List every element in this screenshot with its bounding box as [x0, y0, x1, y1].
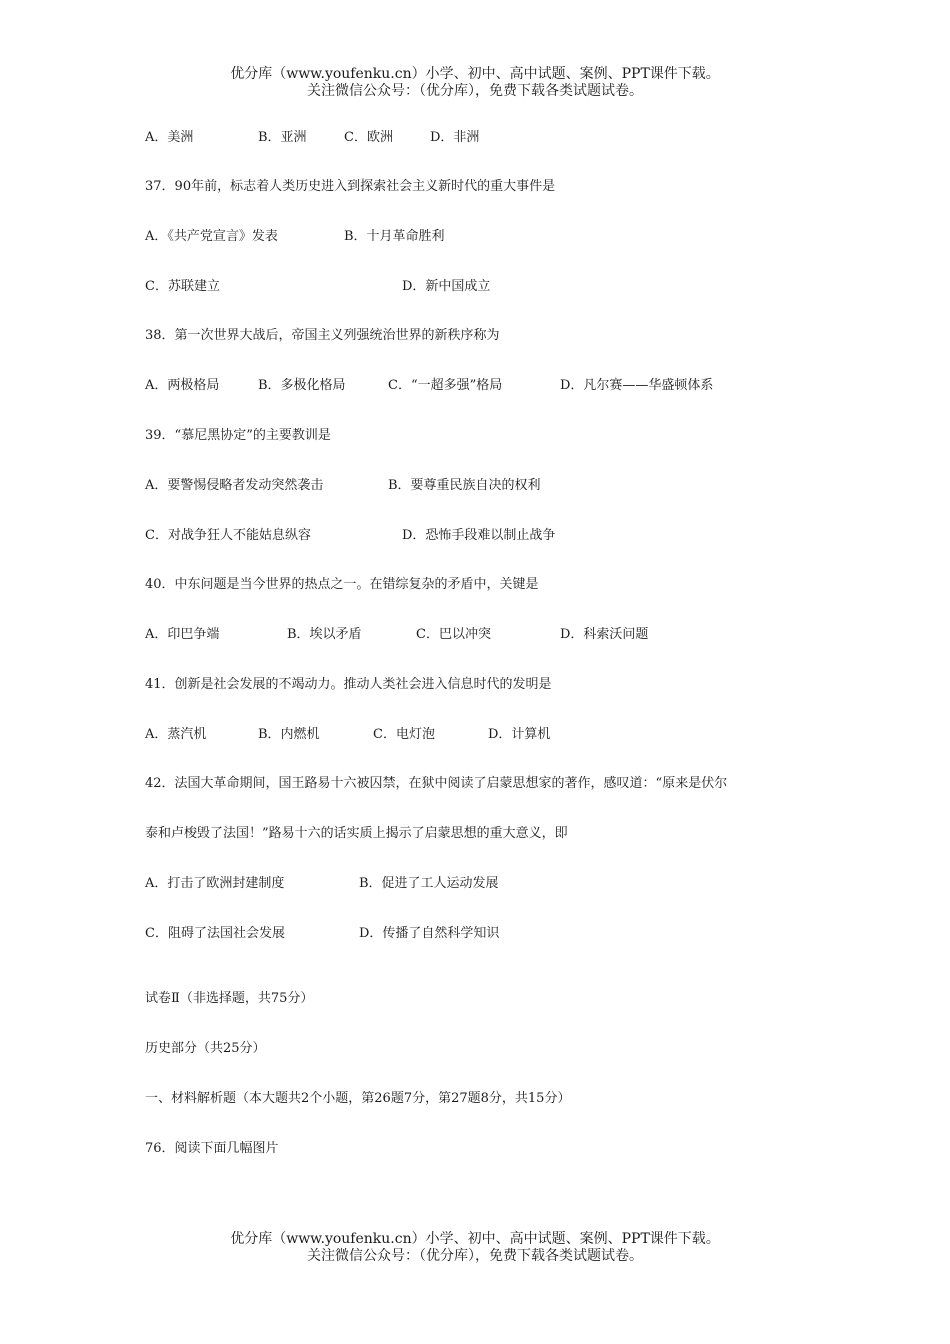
page-header	[0, 66, 950, 100]
footer-line-1: 优分库（www.youfenku.cn）小学、初中、高中试题、案例、PPT课件下载。	[230, 1231, 720, 1247]
q76-stem: 76．阅读下面几幅图片	[145, 1141, 279, 1156]
q40-option-c: C．巴以冲突	[416, 627, 491, 642]
q40-option-d: D．科索沃问题	[560, 627, 649, 642]
q38-option-d: D．凡尔赛——华盛顿体系	[560, 378, 714, 393]
q37-option-c: C．苏联建立	[145, 279, 220, 294]
q38-option-c: C．“一超多强”格局	[388, 378, 503, 393]
q39-option-b: B．要尊重民族自决的权利	[388, 478, 541, 493]
q39-option-d: D．恐怖手段难以制止战争	[402, 528, 556, 543]
paper-2-heading: 试卷Ⅱ（非选择题，共75分）	[145, 991, 314, 1006]
q36-option-a: A．美洲	[145, 130, 194, 145]
header-line-1: 优分库（www.youfenku.cn）小学、初中、高中试题、案例、PPT课件下载。	[230, 66, 720, 82]
q42-option-b: B．促进了工人运动发展	[359, 876, 499, 891]
q42-option-a: A．打击了欧洲封建制度	[145, 876, 285, 891]
q37-option-b: B．十月革命胜利	[344, 229, 445, 244]
q39-option-a: A．要警惕侵略者发动突然袭击	[145, 478, 324, 493]
q40-option-b: B．埃以矛盾	[287, 627, 362, 642]
q40-stem: 40．中东问题是当今世界的热点之一。在错综复杂的矛盾中，关键是	[145, 577, 539, 592]
q38-option-a: A．两极格局	[145, 378, 220, 393]
q37-option-d: D．新中国成立	[402, 279, 491, 294]
q37-option-a: A．《共产党宣言》发表	[145, 229, 278, 244]
q41-option-b: B．内燃机	[258, 727, 320, 742]
q41-option-a: A．蒸汽机	[145, 727, 207, 742]
q37-stem: 37．90年前，标志着人类历史进入到探索社会主义新时代的重大事件是	[145, 179, 556, 194]
q40-option-a: A．印巴争端	[145, 627, 220, 642]
q42-stem-line-2: 泰和卢梭毁了法国！”路易十六的话实质上揭示了启蒙思想的重大意义，即	[145, 826, 568, 841]
q39-option-c: C．对战争狂人不能姑息纵容	[145, 528, 311, 543]
q41-option-c: C．电灯泡	[373, 727, 435, 742]
q36-option-b: B．亚洲	[258, 130, 307, 145]
footer-line-2: 关注微信公众号：（优分库），免费下载各类试题试卷。	[307, 1248, 643, 1264]
q41-option-d: D．计算机	[488, 727, 551, 742]
q38-stem: 38．第一次世界大战后，帝国主义列强统治世界的新秩序称为	[145, 328, 500, 343]
q41-stem: 41．创新是社会发展的不竭动力。推动人类社会进入信息时代的发明是	[145, 677, 552, 692]
history-part-heading: 历史部分（共25分）	[145, 1041, 266, 1056]
q36-option-d: D．非洲	[430, 130, 480, 145]
q38-option-b: B．多极化格局	[258, 378, 346, 393]
q42-option-d: D．传播了自然科学知识	[359, 926, 500, 941]
q39-stem: 39．“慕尼黑协定”的主要教训是	[145, 428, 331, 443]
q42-stem-line-1: 42．法国大革命期间，国王路易十六被囚禁，在狱中阅读了启蒙思想家的著作，感叹道：“原来是伏尔	[145, 776, 728, 791]
q36-option-c: C．欧洲	[344, 130, 393, 145]
q42-option-c: C．阻碍了法国社会发展	[145, 926, 285, 941]
header-line-2: 关注微信公众号：（优分库），免费下载各类试题试卷。	[307, 83, 643, 99]
material-analysis-heading: 一、材料解析题（本大题共2个小题，第26题7分，第27题8分，共15分）	[145, 1091, 571, 1106]
page-footer	[0, 1231, 950, 1265]
